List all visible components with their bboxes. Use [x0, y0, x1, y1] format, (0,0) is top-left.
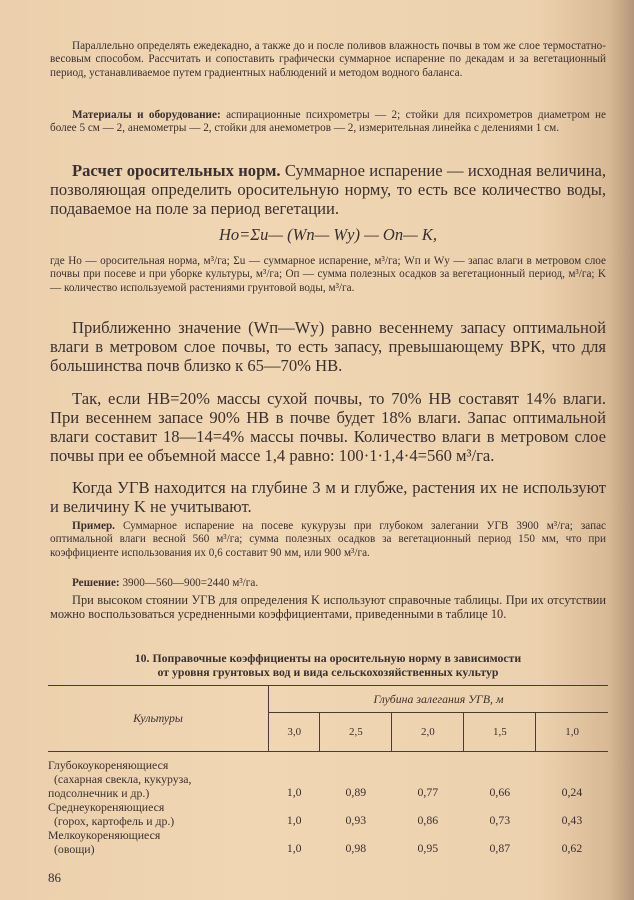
culture-examples: (сахарная свекла, кукуруза,	[54, 772, 192, 786]
table-caption-line-2: от уровня грунтовых вод и вида сельскохозяйственных культур	[157, 665, 499, 679]
irrigation-formula: Hо=Σu— (Wп— Wу) — Oп— K,	[218, 225, 437, 244]
solution-paragraph	[50, 577, 606, 590]
culture-name	[48, 800, 269, 828]
table-row	[48, 752, 608, 801]
section-paragraph	[50, 161, 606, 218]
example-label: Пример.	[72, 520, 115, 532]
page-number: 86	[48, 870, 61, 885]
depth-header: 2,5	[320, 713, 392, 752]
example-text: Суммарное испарение на посеве кукурузы при глубоком залегании УГВ 3900 м³/га; запас оптимальной влаги весной 560 м³/га; сумма полезных осадков за вегетационный период 150 мм, что при коэффициенте использования их 0,6 составит 90 мм, или 900 м³/га.	[50, 520, 607, 559]
table-cell: 0,98	[345, 841, 367, 855]
culture-name	[48, 752, 269, 801]
table-header-row	[48, 686, 608, 713]
table-cell: 0,93	[345, 813, 367, 827]
table-row	[48, 828, 608, 856]
table-cell: 0,73	[489, 813, 511, 827]
table-caption	[50, 651, 606, 679]
solution-text: 3900—560—900=2440 м³/га.	[122, 577, 259, 589]
table-cell: 0,89	[345, 785, 367, 799]
table-cell: 0,66	[489, 785, 511, 799]
paragraph-approximation: Приближенно значение (Wп—Wу) равно весеннему запасу оптимальной влаги в метровом слое почвы, то есть запасу, превышающему ВРК, что для большинства почв близко к 65—70% НВ.	[50, 318, 606, 375]
intro-paragraph: Параллельно определять ежедекадно, а также до и после поливов влажность почвы в том же слое термостатно-весовым способом. Рассчитать и сопоставить графически суммарное испарение по декадам и за вегетационный период, устанавливаемое путем градиентных наблюдений и методом водного баланса.	[50, 40, 606, 79]
note-paragraph: При высоком стоянии УГВ для определения K используют справочные таблицы. При их отсутствии можно воспользоваться усредненными коэффициентами, приведенными в таблице 10.	[50, 593, 606, 622]
materials-text: аспирационные психрометры — 2; стойки для психрометров диаметром не более 5 см — 2, анемометры — 2, стойки для анемометров — 2, измерительная линейка с делениями 1 см.	[50, 109, 607, 135]
culture-group-label: Глубокоукореняющиеся	[48, 758, 169, 772]
section-heading: Расчет оросительных норм.	[72, 161, 281, 180]
section-text: Суммарное испарение — исходная величина, позволяющая определить оросительную норму, то есть все количество воды, подаваемое на поле за период вегетации.	[50, 161, 606, 218]
paragraph-ugv: Когда УГВ находится на глубине 3 м и глубже, растения их не используют и величину K не учитывают.	[50, 478, 606, 516]
table-cell: 0,24	[561, 785, 583, 799]
formula-legend: где Hо — оросительная норма, м³/га; Σu — суммарное испарение, м³/га; Wп и Wу — запас влаги в метровом слое почвы при посеве и при уборке культуры, м³/га; Oп — сумма полезных осадков за вегетационный период, м³/га; K — количество используемой растениями грунтовой воды, м³/га.	[50, 255, 606, 294]
culture-examples: подсолнечник и др.)	[48, 786, 150, 800]
culture-group-label: Среднеукореняющиеся	[48, 800, 165, 814]
depth-header: 1,0	[536, 713, 608, 752]
materials-paragraph	[50, 109, 606, 136]
culture-examples: (горох, картофель и др.)	[54, 814, 175, 828]
col-header-depth: Глубина залегания УГВ, м	[269, 686, 609, 713]
table-cell: 0,87	[489, 841, 511, 855]
table-cell: 0,86	[417, 813, 439, 827]
table-cell: 1,0	[286, 813, 302, 827]
example-paragraph	[50, 520, 606, 560]
table-row	[48, 800, 608, 828]
table-cell: 0,62	[561, 841, 583, 855]
culture-group-label: Мелкоукореняющиеся	[48, 828, 161, 842]
paragraph-example-calc: Так, если НВ=20% массы сухой почвы, то 70% НВ составят 14% влаги. При весеннем запасе 90% НВ в почве будет 18% влаги. Запас оптимальной влаги составит 18—14=4% массы почвы. Количество влаги в метровом слое почвы при ее объемной массе 1,4 равно: 100·1·1,4·4=560 м³/га.	[50, 389, 606, 465]
solution-label: Решение:	[72, 577, 120, 589]
table-cell: 1,0	[286, 841, 302, 855]
depth-header: 1,5	[464, 713, 536, 752]
table-cell: 0,43	[561, 813, 583, 827]
col-header-cultures: Культуры	[48, 686, 269, 752]
culture-name	[48, 828, 269, 856]
culture-examples: (овощи)	[54, 842, 95, 856]
table-cell: 1,0	[286, 785, 302, 799]
table-cell: 0,77	[417, 785, 439, 799]
coefficients-table	[48, 685, 608, 856]
table-caption-line-1: 10. Поправочные коэффициенты на оросительную норму в зависимости	[134, 651, 522, 665]
depth-header: 2,0	[392, 713, 464, 752]
depth-header: 3,0	[269, 713, 320, 752]
materials-label: Материалы и оборудование:	[72, 109, 221, 121]
table-cell: 0,95	[417, 841, 439, 855]
